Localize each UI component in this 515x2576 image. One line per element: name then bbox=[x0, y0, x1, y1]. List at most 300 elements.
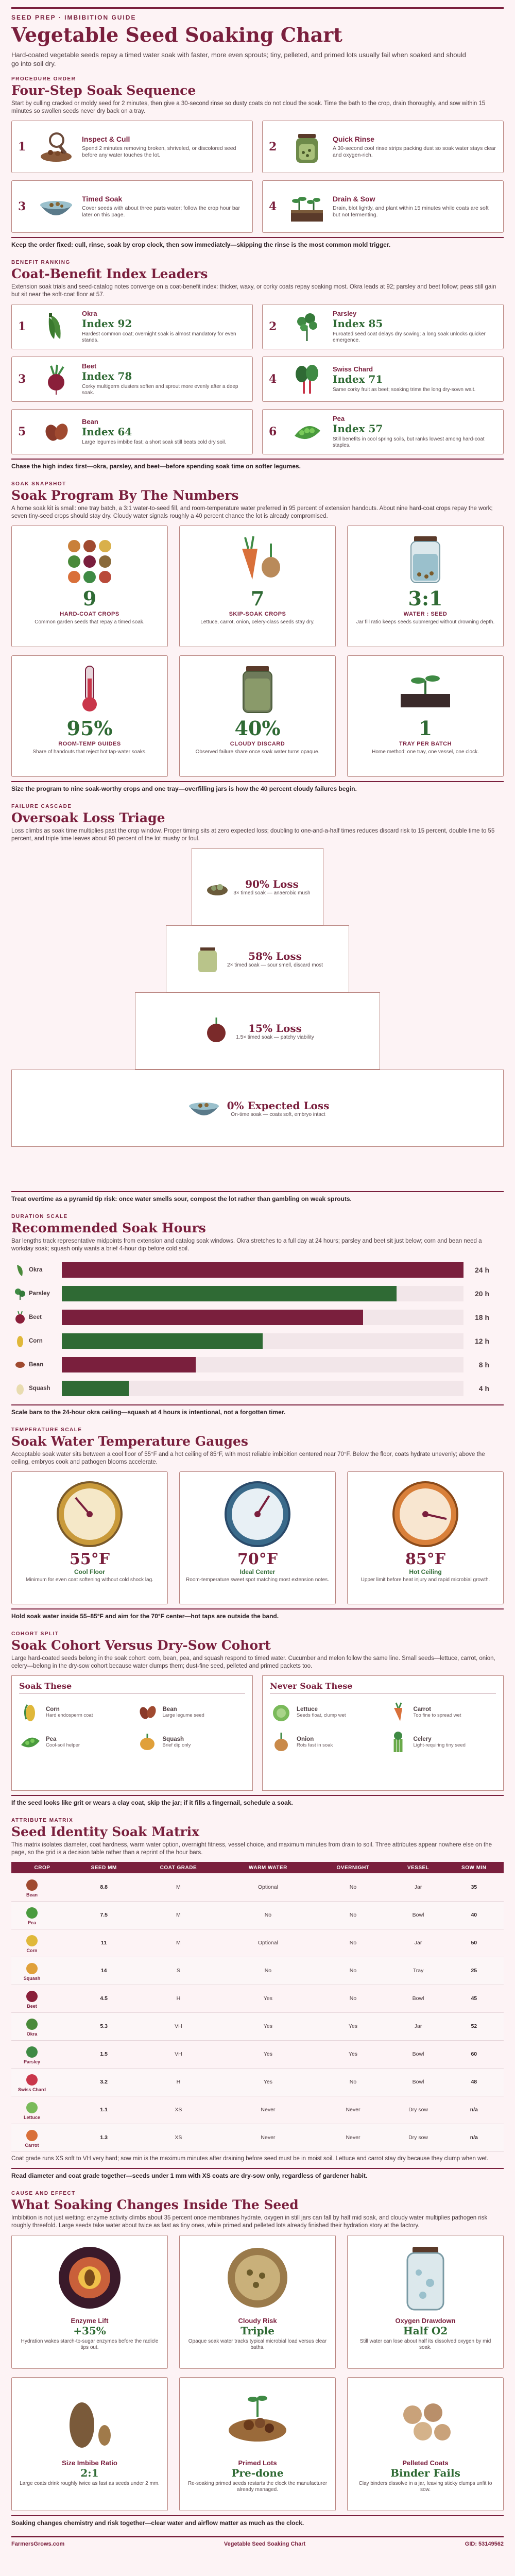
pelleted-seeds-icon bbox=[387, 2384, 464, 2456]
benefit-title: Coat-Benefit Index Leaders bbox=[11, 266, 208, 281]
level-title: 0% Expected Loss bbox=[227, 1099, 330, 1112]
stat-value: 40% bbox=[234, 717, 281, 740]
crop-wrap bbox=[11, 1877, 53, 1897]
table-cell: 1.3 bbox=[73, 2124, 134, 2151]
change-title: Size Imbibe Ratio bbox=[62, 2459, 117, 2467]
table-row bbox=[11, 1873, 504, 1901]
stat-label: WATER : SEED bbox=[403, 611, 448, 617]
temperature-callout: Hold soak water inside 55–85°F and aim for the 70°F center—hot taps are outside the band. bbox=[11, 1608, 504, 1623]
snapshot-title: Soak Program By The Numbers bbox=[11, 488, 239, 503]
table-cell: 50 bbox=[444, 1929, 504, 1957]
table-cell: Never bbox=[314, 2096, 392, 2124]
cohort-split bbox=[11, 1675, 504, 1791]
changes-title: What Soaking Changes Inside The Seed bbox=[11, 2197, 299, 2212]
onion-icon bbox=[270, 1731, 293, 1753]
cloudy-jar-icon bbox=[227, 663, 288, 715]
table-cell: M bbox=[134, 1901, 222, 1929]
bar-label: Bean bbox=[29, 1362, 44, 1368]
procedure-callout: Keep the order fixed: cull, rinse, soak by crop clock, then sow immediately—skipping the rinse is the most common mold trigger. bbox=[11, 237, 504, 251]
changes-intro: Imbibition is not just wetting: enzyme activity climbs about 35 percent once membranes hydrate, oxygen in still jars can fall by half mid soak, and cloudy water multiplies pathogen risk roughly threefold. Large seeds take water about twice as fast as tiny ones, while primed and pelleted lots already finished their hydration story at the factory. bbox=[11, 2214, 488, 2229]
temperature-title: Soak Water Temperature Gauges bbox=[11, 1434, 248, 1449]
procedure-intro: Start by culling cracked or moldy seed for 2 minutes, then give a 30-second rinse so dusty coats do not cloud the soak. Time the bath to the crop, drain thoroughly, and sow within 15 minutes so swollen seeds never dry back on a tray. bbox=[11, 100, 486, 114]
onion-icon bbox=[201, 1015, 232, 1046]
carrot-onion-icon bbox=[227, 533, 288, 585]
crop-name: Carrot bbox=[25, 2143, 39, 2148]
crop-name: Swiss Chard bbox=[333, 365, 373, 373]
crop-icon bbox=[24, 1877, 40, 1892]
stat-label: ROOM-TEMP GUIDES bbox=[58, 741, 121, 747]
stat-card bbox=[11, 655, 168, 777]
crop-name: Parsley bbox=[333, 310, 357, 317]
crop-icon bbox=[24, 2127, 40, 2143]
table-cell: 25 bbox=[444, 1957, 504, 1985]
stat-card bbox=[347, 655, 504, 777]
table-cell: 1.1 bbox=[73, 2096, 134, 2124]
table-cell: Yes bbox=[314, 2012, 392, 2040]
pyramid-level bbox=[135, 992, 380, 1070]
gauge-label: Ideal Center bbox=[239, 1568, 276, 1575]
step-desc: Drain, blot lightly, and plant within 15 minutes while coats are soft but not fermenting. bbox=[333, 205, 489, 218]
table-row bbox=[11, 2124, 504, 2151]
step-number: 4 bbox=[269, 200, 277, 213]
rank-number: 4 bbox=[269, 372, 277, 386]
matrix-kicker: ATTRIBUTE MATRIX bbox=[11, 1818, 74, 1823]
cohort-item-note: Hard endosperm coat bbox=[46, 1712, 93, 1718]
gauge-value: 85°F bbox=[405, 1550, 446, 1568]
stat-label: HARD-COAT CROPS bbox=[60, 611, 119, 617]
step-card bbox=[11, 121, 253, 173]
crop-wrap bbox=[11, 2072, 53, 2092]
crop-cell bbox=[11, 1929, 73, 1957]
changes-grid bbox=[11, 2235, 504, 2511]
gauge-label: Hot Ceiling bbox=[409, 1568, 442, 1575]
cohort-item bbox=[19, 1699, 129, 1725]
gauge-value: 55°F bbox=[69, 1550, 110, 1568]
rank-number: 1 bbox=[18, 320, 26, 333]
benefit-grid bbox=[11, 304, 504, 454]
step-card bbox=[262, 121, 504, 173]
top-rule bbox=[11, 7, 504, 9]
primed-seeds-icon bbox=[219, 2384, 296, 2456]
dry-cohort-title: Never Soak These bbox=[270, 1681, 496, 1694]
change-card bbox=[347, 2377, 504, 2511]
gauge-desc: Room-temperature sweet spot matching most extension notes. bbox=[186, 1577, 329, 1583]
soak-cohort-title: Soak These bbox=[19, 1681, 245, 1694]
table-cell: No bbox=[314, 2068, 392, 2096]
table-cell: Bowl bbox=[392, 2040, 444, 2068]
footer-gid: GID: 53149562 bbox=[465, 2541, 504, 2547]
index-card bbox=[262, 409, 504, 454]
step-title: Inspect & Cull bbox=[82, 135, 130, 143]
squash-icon bbox=[136, 1731, 159, 1753]
crop-name: Lettuce bbox=[23, 2115, 40, 2120]
table-row bbox=[11, 2068, 504, 2096]
cohort-kicker: COHORT SPLIT bbox=[11, 1631, 59, 1637]
step-title: Quick Rinse bbox=[333, 135, 374, 143]
stat-label: TRAY PER BATCH bbox=[399, 741, 452, 747]
crop-desc: Corky multigerm clusters soften and sprout more evenly after a deep soak. bbox=[82, 384, 238, 396]
okra-icon bbox=[11, 1261, 29, 1279]
table-cell: Jar bbox=[392, 2012, 444, 2040]
table-cell: No bbox=[314, 1985, 392, 2012]
cohort-item-name: Carrot bbox=[413, 1706, 432, 1713]
table-cell: Dry sow bbox=[392, 2096, 444, 2124]
crop-cell bbox=[11, 1985, 73, 2012]
bar-label: Squash bbox=[29, 1385, 50, 1392]
bar-row bbox=[11, 1306, 504, 1329]
benefit-kicker: BENEFIT RANKING bbox=[11, 260, 71, 265]
pyramid-level bbox=[192, 848, 323, 925]
level-sub: 1.5× timed soak — patchy viability bbox=[236, 1034, 314, 1040]
thermometer-icon bbox=[59, 663, 121, 715]
bar-track bbox=[62, 1286, 464, 1301]
table-cell: 11 bbox=[73, 1929, 134, 1957]
stat-card bbox=[179, 655, 336, 777]
step-desc: Spend 2 minutes removing broken, shriveled, or discolored seed before any water touches the lot. bbox=[82, 145, 236, 158]
change-card bbox=[179, 2377, 336, 2511]
change-title: Primed Lots bbox=[238, 2459, 277, 2467]
cohort-item bbox=[19, 1729, 129, 1755]
gauge-dial-icon bbox=[221, 1478, 294, 1550]
crop-cell bbox=[11, 1873, 73, 1901]
change-card bbox=[347, 2235, 504, 2369]
crop-index: Index 71 bbox=[333, 373, 383, 385]
change-card bbox=[11, 2377, 168, 2511]
gauge-desc: Minimum for even coat softening without cold shock lag. bbox=[26, 1577, 153, 1583]
bar-row bbox=[11, 1377, 504, 1400]
crop-name: Beet bbox=[82, 362, 97, 370]
crop-cell bbox=[11, 2124, 73, 2151]
change-card bbox=[179, 2235, 336, 2369]
pea-icon bbox=[286, 411, 328, 452]
bar-row bbox=[11, 1353, 504, 1377]
change-desc: Re-soaking primed seeds restarts the clock the manufacturer already managed. bbox=[187, 2480, 328, 2493]
cohort-item-name: Bean bbox=[162, 1706, 177, 1713]
dry-cohort-box bbox=[262, 1675, 504, 1791]
matrix-intro: This matrix isolates diameter, coat hardness, warm water option, overnight fitness, vessel choice, and maximum minutes from drain to soil. Three attributes appear nowhere else on the page, so the grid is a decision table rather than a reprint of the hour bars. bbox=[11, 1842, 492, 1856]
cohort-callout: If the seed looks like grit or wears a clay coat, skip the jar; if it fills a fingernail, schedule a soak. bbox=[11, 1795, 504, 1809]
table-cell: 40 bbox=[444, 1901, 504, 1929]
table-cell: Bowl bbox=[392, 1985, 444, 2012]
lettuce-icon bbox=[270, 1701, 293, 1723]
failure-intro: Loss climbs as soak time multiplies past the crop window. Proper timing sits at zero expected loss; doubling to one-and-a-half times reduces discard risk to 15 percent, double time to 55 percent, and triple time leaves about 90 percent of the lot mushy or foul. bbox=[11, 828, 495, 842]
cohort-item-note: Large legume seed bbox=[162, 1712, 204, 1718]
stat-card bbox=[179, 526, 336, 647]
oxygen-jar-icon bbox=[387, 2242, 464, 2314]
matrix-callout: Read diameter and coat grade together—seeds under 1 mm with XS coats are dry-sow only, regardless of gardener habit. bbox=[11, 2168, 504, 2182]
bar-fill bbox=[62, 1381, 129, 1396]
change-desc: Hydration wakes starch-to-sugar enzymes before the radicle tips out. bbox=[21, 2338, 159, 2350]
gauge-dial-icon bbox=[54, 1478, 126, 1550]
table-cell: S bbox=[134, 1957, 222, 1985]
table-cell: XS bbox=[134, 2124, 222, 2151]
step-card bbox=[262, 180, 504, 233]
bar-label: Parsley bbox=[29, 1291, 50, 1297]
step-desc: A 30-second cool rinse strips packing dust so soak water stays clear and oxygen-rich. bbox=[333, 145, 496, 158]
seeds-icon bbox=[59, 533, 121, 585]
table-cell: Yes bbox=[314, 2040, 392, 2068]
seed-size-icon bbox=[51, 2384, 128, 2456]
failure-title: Oversoak Loss Triage bbox=[11, 810, 165, 825]
table-cell: VH bbox=[134, 2012, 222, 2040]
gauge-value: 70°F bbox=[237, 1550, 278, 1568]
index-card bbox=[11, 304, 253, 349]
bar-fill bbox=[62, 1357, 196, 1372]
matrix-title: Seed Identity Soak Matrix bbox=[11, 1824, 200, 1839]
table-cell: No bbox=[314, 1873, 392, 1901]
table-cell: Optional bbox=[222, 1873, 314, 1901]
temperature-intro: Acceptable soak water sits between a cool floor of 55°F and a hot ceiling of 85°F, with most reliable imbibition centered near 70°F. Below the floor, coats hydrate unevenly; above the ceiling, embryos cook and pathogen blooms accelerate. bbox=[11, 1451, 485, 1465]
failure-callout: Treat overtime as a pyramid tip risk: once water smells sour, compost the lot rather than gambling on weak sprouts. bbox=[11, 1191, 504, 1206]
cohort-item bbox=[136, 1699, 246, 1725]
table-cell: Tray bbox=[392, 1957, 444, 1985]
table-row bbox=[11, 1901, 504, 1929]
step-number: 1 bbox=[18, 140, 26, 154]
bar-value: 24 h bbox=[474, 1266, 489, 1274]
crop-wrap bbox=[11, 2044, 53, 2064]
change-title: Oxygen Drawdown bbox=[395, 2316, 456, 2325]
celery-icon bbox=[387, 1731, 409, 1753]
table-cell: n/a bbox=[444, 2124, 504, 2151]
stat-desc: Jar fill ratio keeps seeds submerged without drowning depth. bbox=[356, 619, 495, 625]
cohort-item-name: Celery bbox=[413, 1736, 432, 1742]
index-card bbox=[262, 357, 504, 402]
index-card bbox=[11, 409, 253, 454]
stat-card bbox=[347, 526, 504, 647]
gauge-card bbox=[11, 1471, 168, 1604]
bar-fill bbox=[62, 1310, 363, 1325]
stat-value: 7 bbox=[250, 587, 265, 610]
jar-icon bbox=[192, 943, 223, 974]
bar-track bbox=[62, 1262, 464, 1278]
stat-value: 3:1 bbox=[408, 587, 443, 610]
procedure-steps bbox=[11, 121, 504, 233]
table-row bbox=[11, 1985, 504, 2012]
gauge-desc: Upper limit before heat injury and rapid microbial growth. bbox=[360, 1577, 490, 1583]
table-row bbox=[11, 1929, 504, 1957]
step-title: Timed Soak bbox=[82, 195, 123, 203]
procedure-kicker: PROCEDURE ORDER bbox=[11, 76, 76, 82]
bar-value: 8 h bbox=[478, 1361, 489, 1369]
crop-name: Squash bbox=[23, 1976, 41, 1981]
table-cell: Optional bbox=[222, 1929, 314, 1957]
crop-icon bbox=[24, 1960, 40, 1976]
change-title: Cloudy Risk bbox=[238, 2316, 277, 2325]
table-cell: No bbox=[314, 1929, 392, 1957]
table-cell: Yes bbox=[222, 1985, 314, 2012]
okra-icon bbox=[36, 306, 77, 347]
crop-cell bbox=[11, 2012, 73, 2040]
table-cell: M bbox=[134, 1873, 222, 1901]
step-number: 3 bbox=[18, 200, 26, 213]
crop-icon bbox=[24, 2099, 40, 2115]
snapshot-kicker: SOAK SNAPSHOT bbox=[11, 481, 66, 487]
crop-index: Index 78 bbox=[82, 370, 132, 382]
bar-value: 12 h bbox=[474, 1337, 489, 1345]
bean-icon bbox=[11, 1356, 29, 1374]
level-sub: 2× timed soak — sour smell, discard most bbox=[227, 962, 323, 968]
soak-matrix-table bbox=[11, 1862, 504, 2152]
table-cell: Never bbox=[222, 2096, 314, 2124]
crop-icon bbox=[24, 2016, 40, 2031]
seedling-tray-icon bbox=[286, 186, 328, 227]
table-cell: Bowl bbox=[392, 1901, 444, 1929]
cohort-item-name: Corn bbox=[46, 1706, 60, 1713]
stat-value: 1 bbox=[418, 717, 433, 740]
beet-icon bbox=[11, 1309, 29, 1326]
cohort-item bbox=[387, 1729, 496, 1755]
cohort-item bbox=[136, 1729, 246, 1755]
level-title: 58% Loss bbox=[248, 950, 302, 962]
crop-desc: Large legumes imbibe fast; a short soak still beats cold dry soil. bbox=[82, 439, 227, 445]
table-cell: 35 bbox=[444, 1873, 504, 1901]
hours-bar-chart bbox=[11, 1258, 504, 1400]
stat-label: SKIP-SOAK CROPS bbox=[229, 611, 286, 617]
column-header: CROP bbox=[11, 1862, 73, 1873]
table-cell: 60 bbox=[444, 2040, 504, 2068]
rank-number: 5 bbox=[18, 425, 26, 438]
table-cell: H bbox=[134, 1985, 222, 2012]
crop-index: Index 57 bbox=[333, 422, 383, 435]
page-lead: Hard-coated vegetable seeds repay a timed water soak with faster, more even sprouts; tiny, pelleted, and primed lots usually fail when soaked and should go into soil dry. bbox=[11, 51, 466, 67]
header-kicker: SEED PREP · IMBIBITION GUIDE bbox=[11, 14, 136, 21]
bar-value: 20 h bbox=[474, 1290, 489, 1298]
bar-track bbox=[62, 1333, 464, 1349]
bar-value: 18 h bbox=[474, 1313, 489, 1321]
change-value: 2:1 bbox=[80, 2466, 99, 2479]
crop-icon bbox=[24, 1905, 40, 1920]
cohort-item-name: Onion bbox=[297, 1736, 314, 1742]
stat-desc: Home method: one tray, one vessel, one clock. bbox=[372, 749, 479, 755]
table-cell: Yes bbox=[222, 2040, 314, 2068]
crop-cell bbox=[11, 1957, 73, 1985]
column-header: SEED MM bbox=[73, 1862, 134, 1873]
parsley-icon bbox=[286, 306, 328, 347]
bowl-icon bbox=[186, 1093, 222, 1124]
temperature-kicker: TEMPERATURE SCALE bbox=[11, 1427, 82, 1433]
cohort-item-note: Light-requiring tiny seed bbox=[413, 1742, 466, 1748]
bar-label: Beet bbox=[29, 1314, 42, 1320]
stat-desc: Common garden seeds that repay a timed soak. bbox=[35, 619, 145, 625]
pyramid-level bbox=[11, 1070, 504, 1147]
column-header: VESSEL bbox=[392, 1862, 444, 1873]
crop-cell bbox=[11, 1901, 73, 1929]
glass-jar-icon bbox=[394, 533, 456, 585]
duration-callout: Scale bars to the 24-hour okra ceiling—squash at 4 hours is intentional, not a forgotten timer. bbox=[11, 1404, 504, 1419]
table-cell: Yes bbox=[222, 2012, 314, 2040]
crop-wrap bbox=[11, 2099, 53, 2120]
footer-site-link[interactable]: FarmersGrows.com bbox=[11, 2541, 65, 2547]
change-title: Enzyme Lift bbox=[71, 2316, 109, 2325]
crop-desc: Same corky fruit as beet; soaking trims the long dry-sown wait. bbox=[333, 387, 476, 393]
crop-desc: Furoated seed coat delays dry sowing; a long soak unlocks quicker emergence. bbox=[333, 331, 486, 343]
benefit-callout: Chase the high index first—okra, parsley, and beet—before spending soak time on softer legumes. bbox=[11, 459, 504, 473]
bar-track bbox=[62, 1381, 464, 1396]
table-row bbox=[11, 2096, 504, 2124]
procedure-title: Four-Step Soak Sequence bbox=[11, 83, 196, 98]
bar-label: Corn bbox=[29, 1338, 43, 1344]
crop-wrap bbox=[11, 1960, 53, 1981]
table-cell: No bbox=[222, 1901, 314, 1929]
page-title: Vegetable Seed Soaking Chart bbox=[11, 23, 342, 46]
crop-index: Index 64 bbox=[82, 426, 132, 438]
corn-icon bbox=[11, 1332, 29, 1350]
gauge-label: Cool Floor bbox=[74, 1568, 105, 1575]
index-card bbox=[262, 304, 504, 349]
bar-fill bbox=[62, 1286, 397, 1301]
table-cell: Jar bbox=[392, 1929, 444, 1957]
table-cell: 8.8 bbox=[73, 1873, 134, 1901]
tray-icon bbox=[394, 663, 456, 715]
table-cell: n/a bbox=[444, 2096, 504, 2124]
table-cell: 7.5 bbox=[73, 1901, 134, 1929]
cohort-item bbox=[270, 1729, 380, 1755]
gauge-card bbox=[347, 1471, 504, 1604]
table-cell: Jar bbox=[392, 1873, 444, 1901]
table-cell: 48 bbox=[444, 2068, 504, 2096]
cohort-item-name: Lettuce bbox=[297, 1706, 318, 1713]
jar-icon bbox=[286, 126, 328, 167]
bar-row bbox=[11, 1282, 504, 1306]
beet-icon bbox=[36, 359, 77, 400]
table-cell: Bowl bbox=[392, 2068, 444, 2096]
stat-desc: Lettuce, carrot, onion, celery-class seeds stay dry. bbox=[200, 619, 315, 625]
change-value: +35% bbox=[73, 2324, 106, 2337]
table-cell: 5.3 bbox=[73, 2012, 134, 2040]
table-cell: No bbox=[222, 1957, 314, 1985]
rank-number: 3 bbox=[18, 372, 26, 386]
change-value: Half O2 bbox=[403, 2324, 448, 2337]
bar-row bbox=[11, 1258, 504, 1282]
crop-name: Parsley bbox=[23, 2059, 41, 2064]
parsley-icon bbox=[11, 1285, 29, 1302]
footer-title: Vegetable Seed Soaking Chart bbox=[224, 2541, 306, 2547]
table-header-row bbox=[11, 1862, 504, 1873]
change-desc: Clay binders dissolve in a jar, leaving sticky clumps unfit to sow. bbox=[358, 2480, 492, 2493]
crop-cell bbox=[11, 2068, 73, 2096]
crop-name: Okra bbox=[82, 310, 97, 317]
table-cell: 3.2 bbox=[73, 2068, 134, 2096]
table-cell: 1.5 bbox=[73, 2040, 134, 2068]
stat-label: CLOUDY DISCARD bbox=[230, 741, 285, 747]
change-desc: Still water can lose about half its dissolved oxygen by mid soak. bbox=[359, 2338, 491, 2350]
swiss-chard-icon bbox=[286, 359, 328, 400]
crop-name: Bean bbox=[26, 1892, 38, 1897]
bar-value: 4 h bbox=[478, 1384, 489, 1393]
bowl-icon bbox=[36, 186, 77, 227]
gauge-grid bbox=[11, 1471, 504, 1604]
table-row bbox=[11, 1957, 504, 1985]
stat-desc: Share of handouts that reject hot tap-water soaks. bbox=[32, 749, 147, 755]
soak-cohort-box bbox=[11, 1675, 253, 1791]
table-cell: VH bbox=[134, 2040, 222, 2068]
crop-name: Corn bbox=[26, 1948, 38, 1953]
crop-name: Bean bbox=[82, 418, 98, 426]
change-value: Pre-done bbox=[231, 2466, 284, 2479]
step-title: Drain & Sow bbox=[333, 195, 375, 203]
column-header: SOW MIN bbox=[444, 1862, 504, 1873]
table-cell: No bbox=[314, 1901, 392, 1929]
crop-name: Pea bbox=[27, 1920, 36, 1925]
crop-wrap bbox=[11, 1933, 53, 1953]
duration-kicker: DURATION SCALE bbox=[11, 1214, 68, 1219]
crop-icon bbox=[24, 1933, 40, 1948]
column-header: OVERNIGHT bbox=[314, 1862, 392, 1873]
bean-icon bbox=[136, 1701, 159, 1723]
gauge-card bbox=[179, 1471, 336, 1604]
cohort-item-name: Pea bbox=[46, 1736, 57, 1742]
moldy-seeds-icon bbox=[204, 874, 230, 900]
